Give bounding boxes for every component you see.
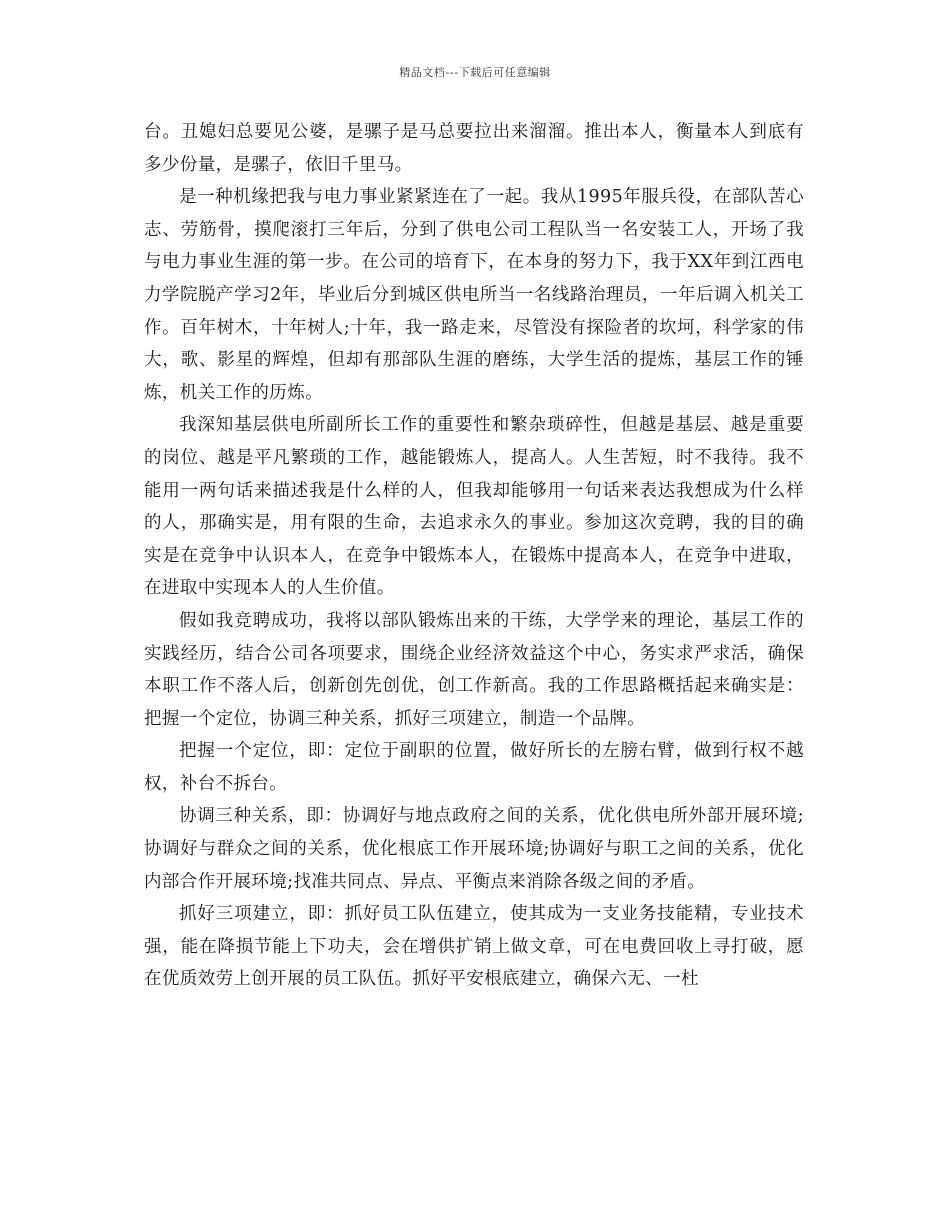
paragraph: 是一种机缘把我与电力事业紧紧连在了一起。我从1995年服兵役，在部队苦心志、劳筋骨，摸爬滚打三年后，分到了供电公司工程队当一名安装工人，开场了我与电力事业生涯的第一步。在公司的培育下，在本身的努力下，我于XX年到江西电力学院脱产学习2年，毕业后分到城区供电所当一名线路治理员，一年后调入机关工作。百年树木，十年树人;十年，我一路走来，尽管没有探险者的坎坷，科学家的伟大，歌、影星的辉煌，但却有那部队生涯的磨练，大学生活的提炼，基层工作的锤炼，机关工作的历炼。 [144, 187, 804, 403]
paragraph: 把握一个定位，即：定位于副职的位置，做好所长的左膀右臂，做到行权不越权，补台不拆台。 [144, 741, 804, 794]
paragraph-continuation: 台。丑媳妇总要见公婆，是骡子是马总要拉出来溜溜。推出本人，衡量本人到底有多少份量，是骡子，依旧千里马。 [144, 122, 804, 175]
paragraph: 抓好三项建立，即：抓好员工队伍建立，使其成为一支业务技能精，专业技术强，能在降损节能上下功夫，会在增供扩销上做文章，可在电费回收上寻打破，愿在优质效劳上创开展的员工队伍。抓好平安根底建立，确保六无、一杜 [144, 904, 804, 990]
paragraph: 协调三种关系，即：协调好与地点政府之间的关系，优化供电所外部开展环境;协调好与群众之间的关系，优化根底工作开展环境;协调好与职工之间的关系，优化内部合作开展环境;找准共同点、异点、平衡点来消除各级之间的矛盾。 [144, 806, 804, 892]
paragraph: 假如我竞聘成功，我将以部队锻炼出来的干练，大学学来的理论，基层工作的实践经历，结合公司各项要求，围绕企业经济效益这个中心，务实求严求活，确保本职工作不落人后，创新创先创优，创工作新高。我的工作思路概括起来确实是：把握一个定位，协调三种关系，抓好三项建立，制造一个品牌。 [144, 610, 804, 729]
document-body [144, 116, 804, 996]
paragraph: 我深知基层供电所副所长工作的重要性和繁杂琐碎性，但越是基层、越是重要的岗位、越是平凡繁琐的工作，越能锻炼人，提高人。人生苦短，时不我待。我不能用一两句话来描述我是什么样的人，但我却能够用一句话来表达我想成为什么样的人，那确实是，用有限的生命，去追求永久的事业。参加这次竞聘，我的目的确实是在竞争中认识本人，在竞争中锻炼本人，在锻炼中提高本人，在竞争中进取，在进取中实现本人的人生价值。 [144, 415, 804, 599]
page-header: 精品文档---下载后可任意编辑 [399, 66, 551, 79]
